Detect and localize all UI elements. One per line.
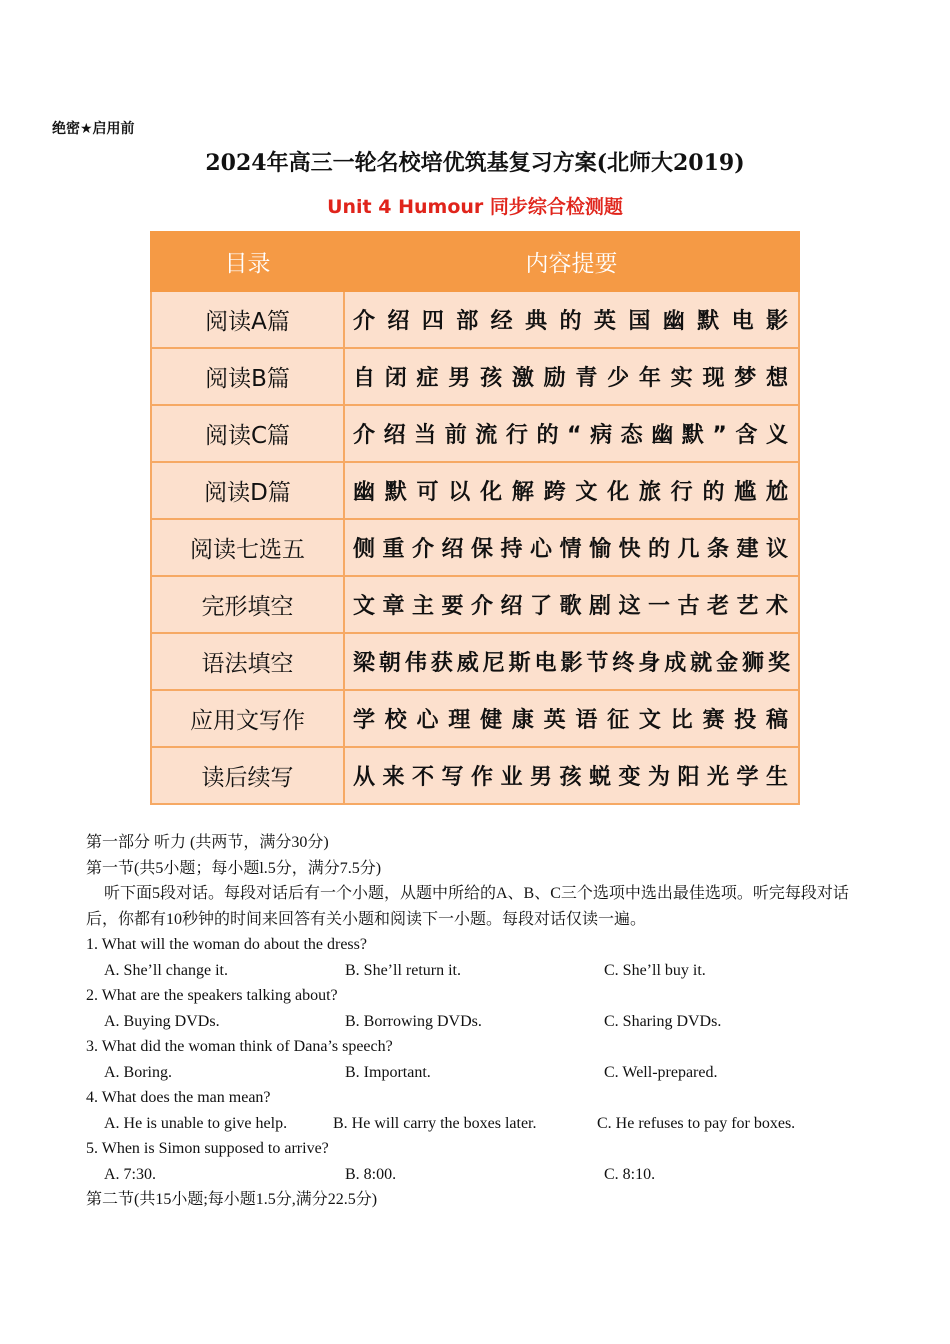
summary-cell: 学校心理健康英语征文比赛投稿 [344,690,799,747]
question-text: 5. When is Simon supposed to arrive? [86,1140,329,1157]
options-row [86,1060,876,1086]
section-cell: 阅读C篇 [151,405,344,462]
section-cell: 阅读A篇 [151,291,344,348]
summary-cell: 梁朝伟获威尼斯电影节终身成就金狮奖 [344,633,799,690]
summary-cell: 文章主要介绍了歌剧这一古老艺术 [344,576,799,633]
options-row [86,958,876,984]
question-text: 2. What are the speakers talking about? [86,987,338,1004]
section-heading: 第二节(共15小题;每小题1.5分,满分22.5分) [86,1191,378,1208]
table-row [151,405,799,462]
confidential-label: 绝密★启用前 [52,121,135,137]
table-header-row [151,232,799,291]
listening-section [86,830,876,1213]
table-row [151,747,799,804]
option-b: B. He will carry the boxes later. [333,1114,537,1132]
option-b: B. Borrowing DVDs. [345,1012,482,1030]
section-heading: 第一节(共5小题；每小题l.5分，满分7.5分) [86,859,382,877]
header-cell-contents: 目录 [151,232,344,291]
question-text: 4. What does the man mean? [86,1089,271,1106]
option-b: B. 8:00. [345,1165,397,1183]
section-cell: 阅读七选五 [151,519,344,576]
options-row [86,1111,876,1137]
option-a: A. Boring. [104,1063,172,1081]
question-text: 1. What will the woman do about the dress? [86,936,367,953]
summary-cell: 幽默可以化解跨文化旅行的尴尬 [344,462,799,519]
summary-cell: 侧重介绍保持心情愉快的几条建议 [344,519,799,576]
question-text: 3. What did the woman think of Dana’s speech? [86,1038,393,1055]
section-cell: 完形填空 [151,576,344,633]
table-row [151,462,799,519]
option-b: B. Important. [345,1063,431,1081]
option-c: C. She’ll buy it. [604,961,706,979]
table-row [151,576,799,633]
section-cell: 阅读B篇 [151,348,344,405]
header-cell-summary: 内容提要 [344,232,799,291]
contents-table [150,231,800,805]
instructions: 听下面5段对话。每段对话后有一个小题，从题中所给的A、B、C三个选项中选出最佳选项。听完每段对话后，你都有10秒钟的时间来回答有关小题和阅读下一小题。每段对话仅读一遍。 [86,885,849,928]
option-a: A. She’ll change it. [104,961,228,979]
section-cell: 阅读D篇 [151,462,344,519]
option-a: A. Buying DVDs. [104,1012,220,1030]
option-c: C. He refuses to pay for boxes. [597,1114,796,1132]
table-row [151,690,799,747]
option-c: C. Well-prepared. [604,1063,718,1081]
table-row [151,348,799,405]
summary-cell: 自闭症男孩激励青少年实现梦想 [344,348,799,405]
table-row [151,633,799,690]
document-title: 2024年高三一轮名校培优筑基复习方案(北师大2019) [205,150,745,176]
summary-cell: 从来不写作业男孩蜕变为阳光学生 [344,747,799,804]
section-cell: 语法填空 [151,633,344,690]
part-heading: 第一部分 听力 (共两节，满分30分) [86,834,329,851]
options-row [86,1162,876,1188]
option-a: A. 7:30. [104,1165,156,1183]
section-cell: 应用文写作 [151,690,344,747]
option-c: C. Sharing DVDs. [604,1012,722,1030]
option-b: B. She’ll return it. [345,961,461,979]
document-subtitle: Unit 4 Humour 同步综合检测题 [327,196,623,218]
summary-cell: 介绍当前流行的“病态幽默”含义 [344,405,799,462]
table-row [151,519,799,576]
section-cell: 读后续写 [151,747,344,804]
table-row [151,291,799,348]
summary-cell: 介绍四部经典的英国幽默电影 [344,291,799,348]
option-a: A. He is unable to give help. [104,1114,288,1132]
options-row [86,1009,876,1035]
option-c: C. 8:10. [604,1165,656,1183]
